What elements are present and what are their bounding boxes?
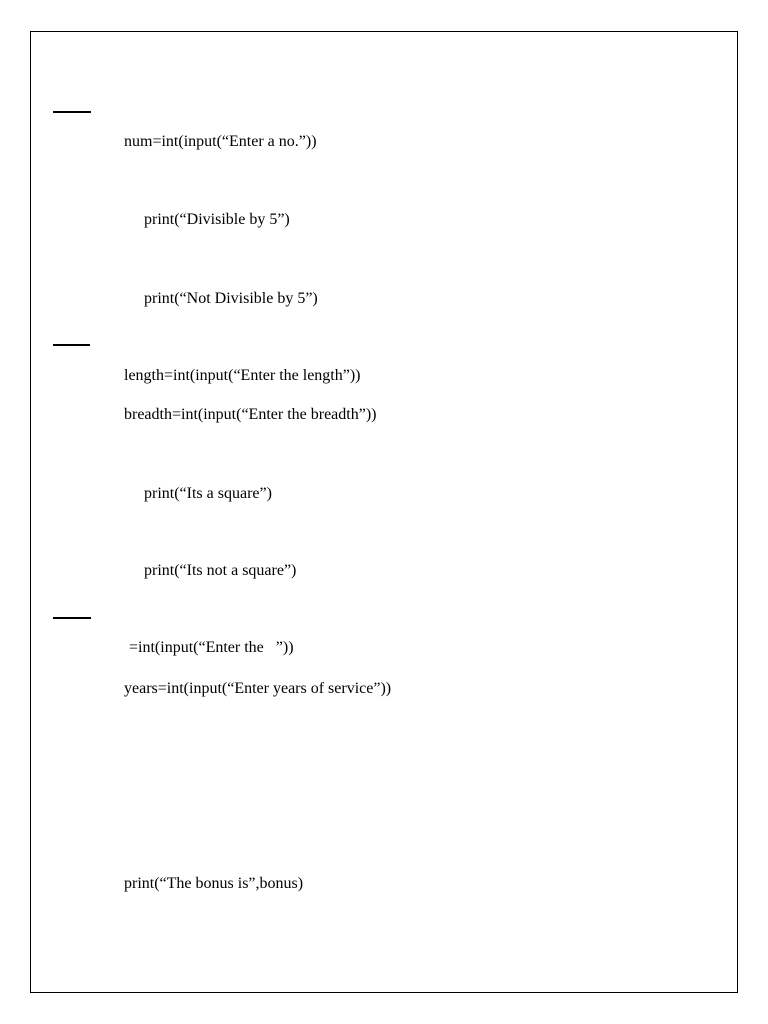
blank-rule-1 — [53, 111, 91, 113]
code-line: print(“Its not a square”) — [144, 562, 297, 579]
code-line: print(“Divisible by 5”) — [144, 211, 290, 228]
code-line: length=int(input(“Enter the length”)) — [124, 367, 361, 384]
page-frame — [30, 31, 738, 993]
code-line: print(“Not Divisible by 5”) — [144, 290, 318, 307]
blank-rule-2 — [53, 344, 90, 346]
code-line: print(“The bonus is”,bonus) — [124, 875, 304, 892]
code-line: print(“Its a square”) — [144, 485, 272, 502]
code-line: years=int(input(“Enter years of service”)) — [124, 680, 392, 697]
code-line: breadth=int(input(“Enter the breadth”)) — [124, 406, 377, 423]
code-line: num=int(input(“Enter a no.”)) — [124, 133, 317, 150]
code-line: =int(input(“Enter the ”)) — [129, 639, 294, 656]
blank-rule-3 — [53, 617, 91, 619]
